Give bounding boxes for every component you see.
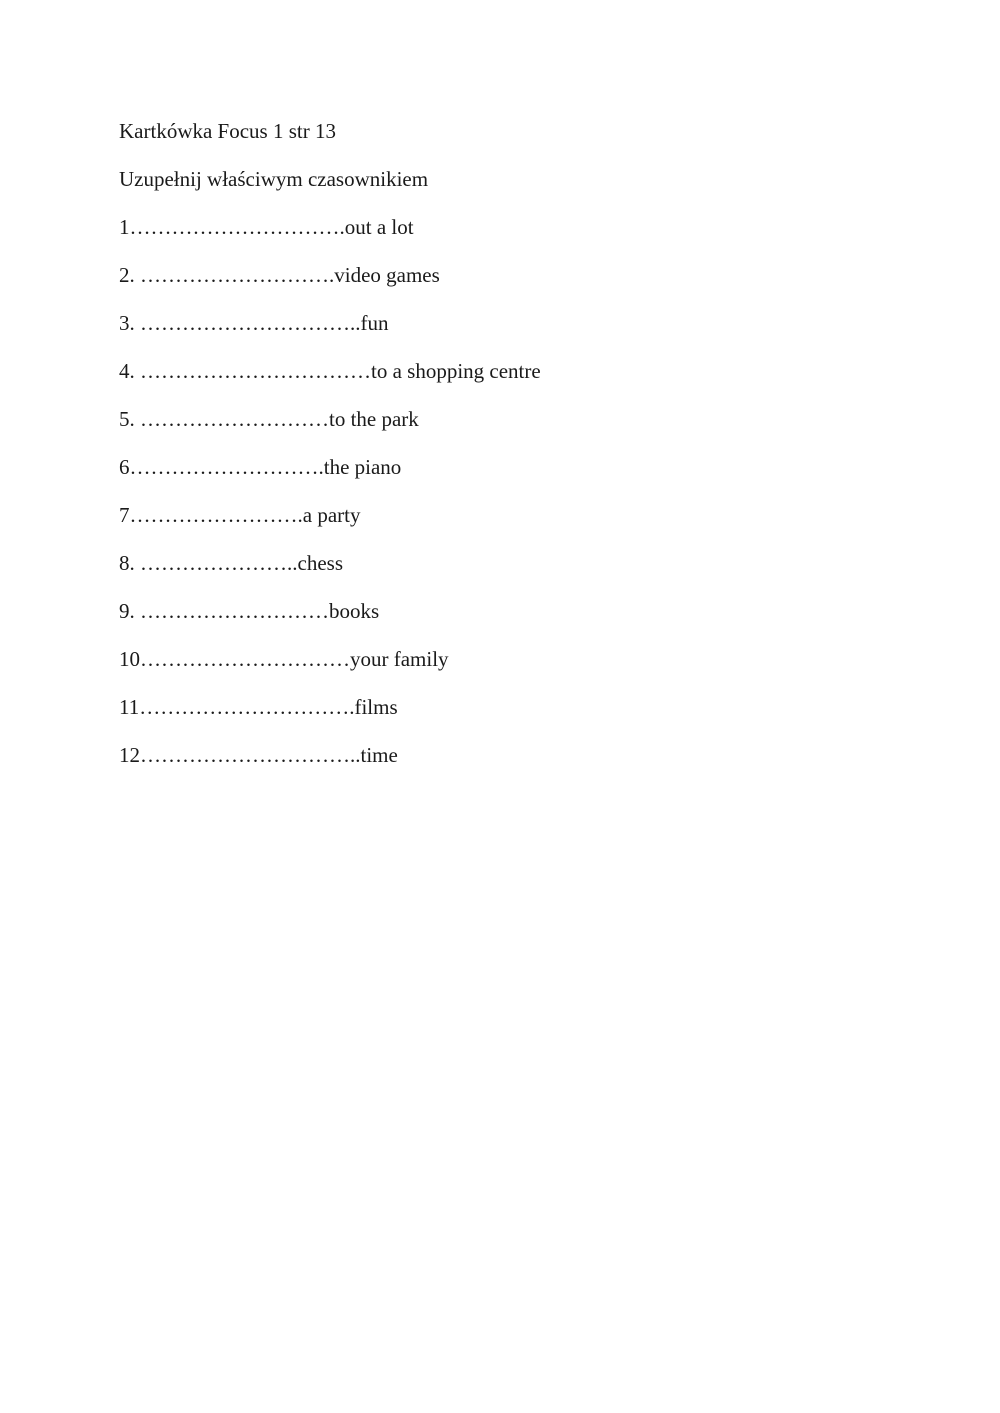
- worksheet-content: [119, 117, 939, 789]
- exercise-item-4: 4. ……………………………to a shopping centre: [119, 359, 541, 383]
- exercise-item-2: 2. ……………………….video games: [119, 263, 440, 287]
- exercise-item-8: 8. …………………..chess: [119, 551, 343, 575]
- exercise-item-5: 5. ………………………to the park: [119, 407, 419, 431]
- exercise-item-1: 1………………………….out a lot: [119, 215, 414, 239]
- exercise-item-7: 7…………………….a party: [119, 503, 361, 527]
- exercise-item-6: 6……………………….the piano: [119, 455, 402, 479]
- worksheet-instruction: Uzupełnij właściwym czasownikiem: [119, 167, 429, 191]
- exercise-item-11: 11………………………….films: [119, 695, 398, 719]
- exercise-item-10: 10…………………………your family: [119, 647, 449, 671]
- exercise-item-9: 9. ………………………books: [119, 599, 380, 623]
- exercise-item-12: 12…………………………..time: [119, 743, 398, 767]
- worksheet-title: Kartkówka Focus 1 str 13: [119, 119, 336, 143]
- exercise-item-3: 3. …………………………..fun: [119, 311, 389, 335]
